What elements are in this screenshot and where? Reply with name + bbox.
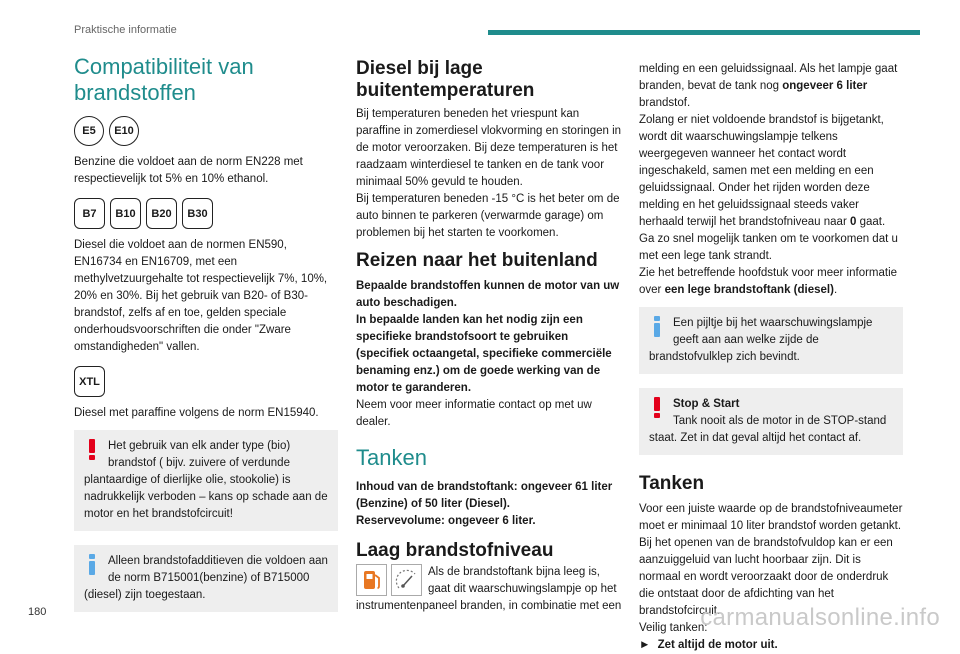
low-fuel-continued-3: Ga zo snel mogelijk tanken om te voorkomen dat u met een lege tank strandt. [639, 233, 898, 262]
fuel-level-warning-icon [391, 564, 422, 596]
info-icon [85, 554, 99, 574]
column-3 [639, 61, 903, 654]
b10-badge-icon: B10 [110, 198, 141, 229]
info-note-additives [74, 545, 338, 612]
info-note-arrow [639, 307, 903, 374]
low-fuel-continued-2: Zolang er niet voldoende brandstof is bijgetankt, wordt dit waarschuwingslampje telkens weergegeven wanneer het contact wordt ingeschakeld, samen met een melding en een geluidssignaal. Onder het rijden worden deze melding en het geluidssignaal steeds vaker herhaald terwijl het brandstofniveau naar 0 gaat. [639, 114, 886, 228]
low-fuel-continued-4: Zie het betreffende hoofdstuk voor meer informatie over een lege brandstoftank (diesel). [639, 267, 898, 296]
xtl-description: Diesel met paraffine volgens de norm EN15940. [74, 407, 319, 419]
abroad-bold-2: In bepaalde landen kan het nodig zijn een specifieke brandstofsoort te gebruiken (specifiek octaangetal, specifieke commerciële benaming enz.) om de goede werking van de motor te garanderen. [356, 314, 612, 394]
fuel-badges-petrol [74, 116, 338, 146]
fuel-badges-xtl [74, 366, 338, 397]
abroad-bold-1: Bepaalde brandstoffen kunnen de motor van uw auto beschadigen. [356, 280, 620, 309]
info-text-rest: (diesel) zijn toegestaan. [84, 589, 206, 601]
e10-badge-icon: E10 [109, 116, 139, 146]
abroad-text: Neem voor meer informatie contact op met uw dealer. [356, 399, 592, 428]
page-number: 180 [28, 606, 47, 618]
column-1 [74, 54, 338, 612]
warning-note-stop-start [639, 388, 903, 455]
diesel-description: Diesel die voldoet aan de normen EN590, EN16734 en EN16709, met een methylvetzuurgehalte tot respectievelijk 7%, 10%, 20% en 30%. Bij het gebruik van B20- of B30-brandstof, zelfs af en toe, gelden speciale onderhoudsvoorschriften die onder "Zware omstandigheden" vallen. [74, 239, 328, 353]
petrol-description: Benzine die voldoet aan de norm EN228 met respectievelijk tot 5% en 10% ethanol. [74, 156, 303, 185]
safe-refuel-label: Veilig tanken: [639, 622, 708, 634]
warning-title: Stop & Start [673, 398, 740, 410]
header-accent-bar [488, 30, 920, 35]
column-2 [356, 58, 622, 615]
diesel-cold-text-2: Bij temperaturen beneden -15 °C is het beter om de auto binnen te parkeren (verwarmde garage) om problemen bij het starten te voorkomen. [356, 193, 620, 239]
low-fuel-icons [356, 564, 422, 596]
xtl-badge-icon: XTL [74, 366, 105, 397]
warning-text-rest: plantaardige of dierlijke olie, stookolie) is nadrukkelijk verboden – kans op schade aan de motor en het brandstofcircuit! [84, 474, 328, 520]
b30-badge-icon: B30 [182, 198, 213, 229]
refuel-text: Voor een juiste waarde op de brandstofniveaumeter moet er minimaal 10 liter brandstof worden getankt. Bij het openen van de brandstofvuldop kan er een aanzuiggeluid van lucht hoorbaar zijn. Dit is normaal en wordt veroorzaakt door de onderdruk die ontstaat door de afdichting van het brandstofcircuit. [639, 503, 903, 617]
refuel-reserve: Reservevolume: ongeveer 6 liter. [356, 515, 536, 527]
fuel-pump-icon [356, 564, 387, 596]
info-text-line1: Een pijltje bij het waarschuwingslampje geeft aan aan welke zijde de [673, 317, 873, 346]
info-icon [650, 316, 664, 336]
e5-badge-icon: E5 [74, 116, 104, 146]
info-text-line1: Alleen brandstofadditieven die voldoen aan de norm B715001(benzine) of B715000 [108, 555, 328, 584]
section-title-diesel-cold: Diesel bij lage buitentemperaturen [356, 58, 535, 101]
step-1: ► Zet altijd de motor uit. [639, 639, 778, 651]
b7-badge-icon: B7 [74, 198, 105, 229]
step-marker-icon: ► [639, 639, 651, 651]
fuel-badges-diesel [74, 198, 338, 229]
section-title-refuel-2: Tanken [639, 473, 705, 494]
watermark: carmanualsonline.info [700, 604, 940, 631]
refuel-capacity: Inhoud van de brandstoftank: ongeveer 61 liter (Benzine) of 50 liter (Diesel). [356, 481, 613, 510]
running-header: Praktische informatie [74, 24, 177, 36]
section-title-compatibility: Compatibiliteit van brandstoffen [74, 54, 254, 105]
b20-badge-icon: B20 [146, 198, 177, 229]
low-fuel-continued-1: melding en een geluidssignaal. Als het lampje gaat branden, bevat de tank nog ongeveer 6 liter brandstof. [639, 63, 898, 109]
warning-text-line1: Tank nooit als de motor in de STOP-stand [673, 415, 887, 427]
warning-note-biofuel [74, 430, 338, 531]
section-title-abroad: Reizen naar het buitenland [356, 250, 598, 271]
warning-icon [85, 439, 99, 459]
section-title-refuel: Tanken [356, 445, 427, 470]
warning-text-line1: Het gebruik van elk ander type (bio) brandstof ( bijv. zuivere of verdunde [108, 440, 291, 469]
diesel-cold-text-1: Bij temperaturen beneden het vriespunt kan paraffine in zomerdiesel vlokvorming en storingen in de motor veroorzaken. Bij deze temperaturen is het raadzaam winterdiesel te tanken en de tank voor minimaal 50% gevuld te houden. [356, 108, 622, 188]
section-title-low-fuel: Laag brandstofniveau [356, 540, 554, 561]
info-text-rest: brandstofvulklep zich bevindt. [649, 351, 800, 363]
low-fuel-block [356, 564, 622, 615]
low-fuel-text: Als de brandstoftank bijna leeg is, gaat dit waarschuwingslampje op het instrumentenpaneel branden, in combinatie met een [356, 566, 622, 612]
warning-text-rest: staat. Zet in dat geval altijd het contact af. [649, 432, 862, 444]
warning-icon [650, 397, 664, 417]
